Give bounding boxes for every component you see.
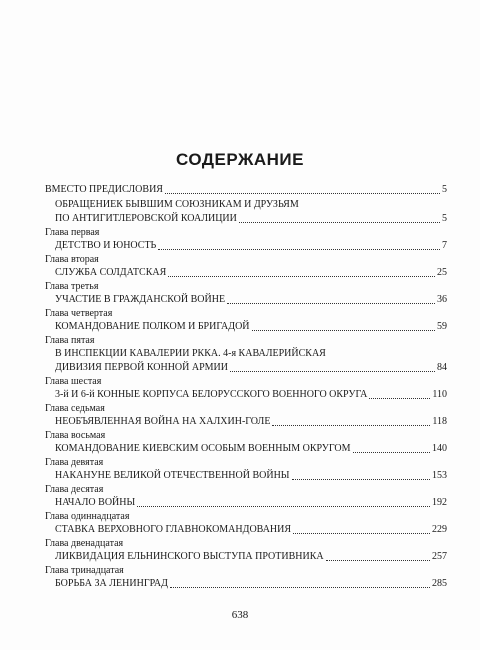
toc-entry: [45, 511, 447, 537]
chapter-label: Глава пятая: [45, 335, 95, 346]
entry-row: [45, 320, 447, 334]
entry-title: УЧАСТИЕ В ГРАЖДАНСКОЙ ВОЙНЕ: [55, 294, 226, 305]
entry-title-line: ОБРАЩЕНИЕК БЫВШИМ СОЮЗНИКАМ И ДРУЗЬЯМ: [55, 199, 299, 210]
toc-entry: [45, 308, 447, 334]
entry-page-number: 36: [437, 294, 447, 305]
chapter-label: Глава третья: [45, 281, 99, 292]
dot-leader: [165, 192, 440, 194]
entry-title: ЛИКВИДАЦИЯ ЕЛЬНИНСКОГО ВЫСТУПА ПРОТИВНИКА: [55, 551, 324, 562]
entry-title-line: В ИНСПЕКЦИИ КАВАЛЕРИИ РККА. 4-я КАВАЛЕРИЙСКАЯ: [55, 348, 326, 359]
entry-page-number: 192: [432, 497, 447, 508]
entry-row: [45, 266, 447, 280]
entry-title: КОМАНДОВАНИЕ ПОЛКОМ И БРИГАДОЙ: [55, 321, 250, 332]
entry-row: [45, 577, 447, 591]
entry-row: [45, 361, 447, 375]
entry-row: [45, 496, 447, 510]
entry-title: ДИВИЗИЯ ПЕРВОЙ КОННОЙ АРМИИ: [55, 362, 228, 373]
entry-page-number: 229: [432, 524, 447, 535]
entry-page-number: 7: [442, 240, 447, 251]
chapter-label: Глава двенадцатая: [45, 538, 124, 549]
chapter-label: Глава вторая: [45, 254, 99, 265]
dot-leader: [293, 532, 430, 534]
chapter-label: Глава четвертая: [45, 308, 113, 319]
toc-entry: [45, 198, 447, 226]
dot-leader: [252, 329, 435, 331]
entry-title: БОРЬБА ЗА ЛЕНИНГРАД: [55, 578, 168, 589]
chapter-label: Глава первая: [45, 227, 100, 238]
entry-title: ДЕТСТВО И ЮНОСТЬ: [55, 240, 157, 251]
entry-title: НАКАНУНЕ ВЕЛИКОЙ ОТЕЧЕСТВЕННОЙ ВОЙНЫ: [55, 470, 290, 481]
chapter-label: Глава одиннадцатая: [45, 511, 130, 522]
toc-title: СОДЕРЖАНИЕ: [176, 150, 304, 169]
entry-title: ПО АНТИГИТЛЕРОВСКОЙ КОАЛИЦИИ: [55, 213, 237, 224]
toc-entry: [45, 457, 447, 483]
entry-page-number: 25: [437, 267, 447, 278]
entry-page-number: 285: [432, 578, 447, 589]
entry-row: [45, 388, 447, 402]
chapter-label: Глава тринадцатая: [45, 565, 124, 576]
toc-entry: [45, 281, 447, 307]
dot-leader: [137, 505, 430, 507]
toc-entry: [45, 376, 447, 402]
dot-leader: [158, 248, 440, 250]
toc-entry: [45, 484, 447, 510]
dot-leader: [292, 478, 430, 480]
page-number: 638: [231, 609, 249, 621]
entry-page-number: 118: [432, 416, 447, 427]
entry-page-number: 257: [432, 551, 447, 562]
dot-leader: [326, 559, 430, 561]
toc-entry: [45, 403, 447, 429]
dot-leader: [227, 302, 435, 304]
entry-title: КОМАНДОВАНИЕ КИЕВСКИМ ОСОБЫМ ВОЕННЫМ ОКРУГОМ: [55, 443, 351, 454]
toc-entry: [45, 183, 447, 197]
entry-row: [45, 293, 447, 307]
chapter-label: Глава шестая: [45, 376, 102, 387]
entry-title: СТАВКА ВЕРХОВНОГО ГЛАВНОКОМАНДОВАНИЯ: [55, 524, 292, 535]
toc-entry: [45, 565, 447, 591]
dot-leader: [230, 370, 435, 372]
toc-entry: [45, 335, 447, 375]
entry-page-number: 5: [442, 213, 447, 224]
chapter-label: Глава седьмая: [45, 403, 105, 414]
entry-page-number: 110: [432, 389, 447, 400]
entry-title: НАЧАЛО ВОЙНЫ: [55, 497, 136, 508]
entry-row: [45, 212, 447, 226]
dot-leader: [272, 424, 430, 426]
toc-entry: [45, 254, 447, 280]
entry-row: [45, 550, 447, 564]
toc-entry: [45, 538, 447, 564]
entry-page-number: 140: [432, 443, 447, 454]
dot-leader: [239, 221, 440, 223]
dot-leader: [170, 586, 430, 588]
entry-title: 3-й И 6-й КОННЫЕ КОРПУСА БЕЛОРУССКОГО ВОЕННОГО ОКРУГА: [55, 389, 368, 400]
entry-page-number: 153: [432, 470, 447, 481]
entry-page-number: 59: [437, 321, 447, 332]
dot-leader: [369, 397, 430, 399]
toc-entry: [45, 430, 447, 456]
entry-row: [45, 469, 447, 483]
chapter-label: Глава восьмая: [45, 430, 106, 441]
entry-row: [45, 239, 447, 253]
entry-row: [45, 523, 447, 537]
entry-row: [45, 442, 447, 456]
entry-title: ВМЕСТО ПРЕДИСЛОВИЯ: [45, 184, 163, 195]
toc-entry: [45, 227, 447, 253]
entry-row: [45, 415, 447, 429]
chapter-label: Глава десятая: [45, 484, 104, 495]
entry-title: НЕОБЪЯВЛЕННАЯ ВОЙНА НА ХАЛХИН-ГОЛЕ: [55, 416, 271, 427]
chapter-label: Глава девятая: [45, 457, 104, 468]
entry-row: [45, 183, 447, 197]
entry-title: СЛУЖБА СОЛДАТСКАЯ: [55, 267, 167, 278]
dot-leader: [353, 451, 430, 453]
table-of-contents: [45, 183, 447, 592]
dot-leader: [168, 275, 435, 277]
entry-page-number: 84: [437, 362, 447, 373]
entry-page-number: 5: [442, 184, 447, 195]
